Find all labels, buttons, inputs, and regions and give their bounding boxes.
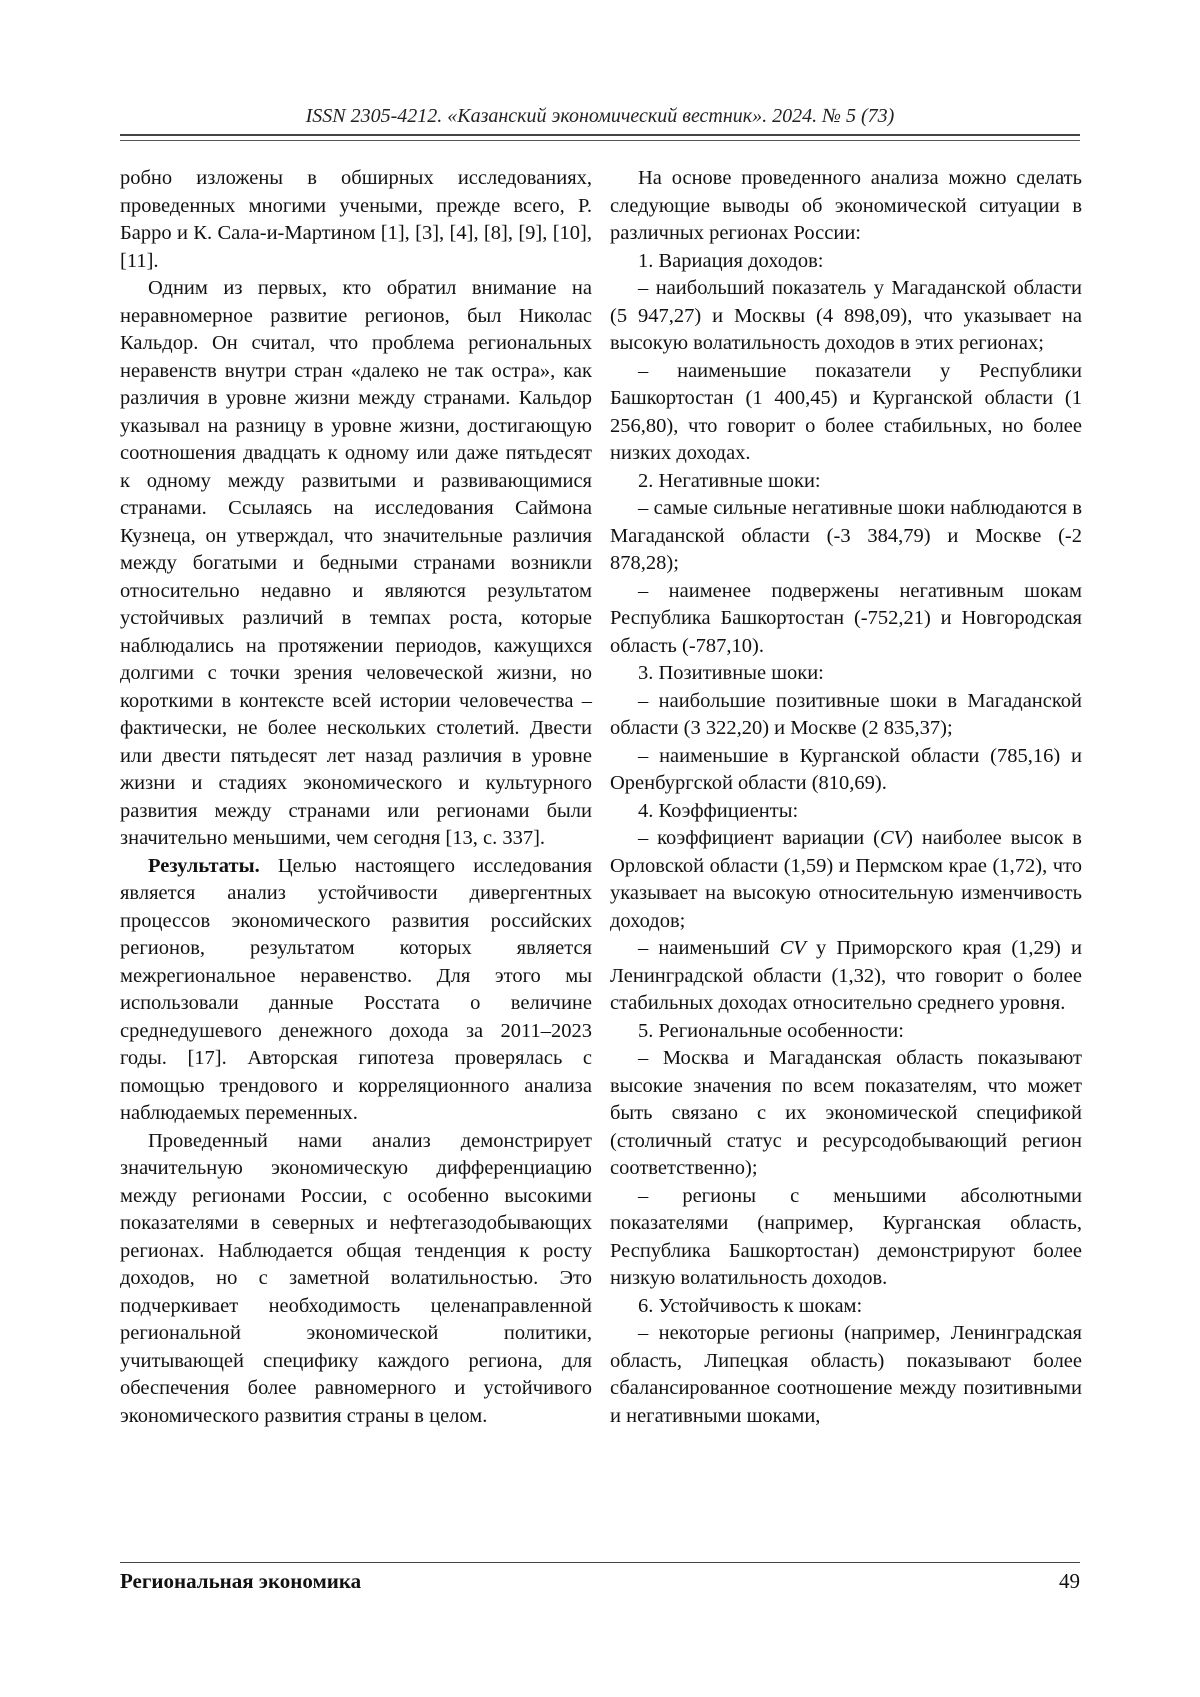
item-2-b: – наименее подвержены негативным шокам Республика Башкортостан (-752,21) и Новгородская область (-787,10).	[610, 579, 1082, 657]
item-4-a-part1: – коэффициент вариации (	[638, 827, 880, 849]
item-4-title: 4. Коэффициенты:	[638, 799, 799, 822]
paragraph-continued: робно изложены в обширных исследованиях, проведенных многими учеными, прежде всего, Р. Барро и К. Сала-и-Мартином [1], [3], [4], [8], [9], [10], [11].	[120, 167, 592, 272]
conclusions-intro: На основе проведенного анализа можно сделать следующие выводы об экономической ситуации в различных регионах России:	[610, 167, 1082, 244]
item-4-a	[610, 825, 1082, 935]
footer-section: Региональная экономика	[120, 1569, 362, 1593]
header-rule-thin	[120, 140, 1080, 141]
item-6-title: 6. Устойчивость к шокам:	[638, 1294, 863, 1317]
paragraph-kaldor: Одним из первых, кто обратил внимание на неравномерное развитие регионов, был Николас Кальдор. Он считал, что проблема региональных неравенств внутри стран «далеко не так остра», как различия в уровне жизни между странами. Кальдор указывал на разницу в уровне жизни, достигающую соотношения двадцать к одному или даже пятьдесят к одному между развитыми и развивающимися странами. Ссылаясь на исследования Саймона Кузнеца, он утверждал, что значительные различия между богатыми и бедными странами возникли относительно недавно и являются результатом устойчивых различий в темпах роста, которые наблюдались на протяжении периодов, кажущихся долгими с точки зрения человеческой жизни, но короткими в контексте всей истории человечества – фактически, не более нескольких столетий. Двести или двести пятьдесят лет назад различия в уровне жизни и стадиях экономического и культурного развития между странами или регионами были значительно меньшими, чем сегодня [13, с. 337].	[120, 277, 592, 849]
journal-header: ISSN 2305-4212. «Казанский экономический вестник». 2024. № 5 (73)	[305, 105, 895, 127]
item-4-b	[610, 935, 1082, 1018]
paragraph-results	[120, 853, 592, 1128]
item-4-b-part1: – наименьший	[638, 937, 780, 959]
results-text: Целью настоящего исследования является анализ устойчивости дивергентных процессов экономического развития российских регионов, результатом которых является межрегиональное неравенство. Для этого мы использовали данные Росстата о величине среднедушевого денежного дохода за 2011–2023 годы. [17]. Авторская гипотеза проверялась с помощью трендового и корреляционного анализа наблюдаемых переменных.	[120, 854, 592, 1124]
item-2-a: – самые сильные негативные шоки наблюдаются в Магаданской области (-3 384,79) и Москве (-2 878,28);	[610, 497, 1082, 574]
results-heading: Результаты.	[148, 854, 260, 877]
item-1-title: 1. Вариация доходов:	[638, 249, 824, 272]
item-5-b: – регионы с меньшими абсолютными показателями (например, Курганская область, Республика Башкортостан) демонстрируют более низкую волатильность доходов.	[610, 1184, 1082, 1289]
item-3-a: – наибольшие позитивные шоки в Магаданской области (3 322,20) и Москве (2 835,37);	[610, 689, 1082, 739]
item-5-a: – Москва и Магаданская область показывают высокие значения по всем показателям, что может быть связано с их экономической спецификой (столичный статус и ресурсодобывающий регион соответственно);	[610, 1047, 1082, 1179]
item-1-b: – наименьшие показатели у Республики Башкортостан (1 400,45) и Курганской области (1 256,80), что говорит о более стабильных, но более низких доходах.	[610, 359, 1082, 464]
item-6-a: – некоторые регионы (например, Ленинградская область, Липецкая область) показывают более сбалансированное соотношение между позитивными и негативными шоками,	[610, 1322, 1082, 1427]
page-number: 49	[1059, 1569, 1080, 1593]
item-2-title: 2. Негативные шоки:	[638, 469, 821, 492]
item-4-b-part2: у Приморского края (1,29) и Ленинградской области (1,32), что говорит о более стабильных доходах относительно среднего уровня.	[610, 937, 1082, 1014]
item-5-title: 5. Региональные особенности:	[638, 1019, 904, 1042]
header-rule-thick	[120, 134, 1080, 136]
cv-term: CV	[879, 827, 907, 849]
item-3-b: – наименьшие в Курганской области (785,16) и Оренбургской области (810,69).	[610, 744, 1082, 794]
paragraph-analysis: Проведенный нами анализ демонстрирует значительную экономическую дифференциацию между регионами России, с особенно высокими показателями в северных и нефтегазодобывающих регионах. Наблюдается общая тенденция к росту доходов, но с заметной волатильностью. Это подчеркивает необходимость целенаправленной региональной экономической политики, учитывающей специфику каждого региона, для обеспечения более равномерного и устойчивого экономического развития страны в целом.	[120, 1129, 592, 1427]
cv-term: CV	[779, 937, 806, 959]
right-column	[610, 165, 1082, 1430]
footer-rule	[120, 1562, 1080, 1563]
item-1-a: – наибольший показатель у Магаданской области (5 947,27) и Москвы (4 898,09), что указывает на высокую волатильность доходов в этих регионах;	[610, 277, 1082, 354]
item-4-a-part2: ) наиболее высок в Орловской области (1,59) и Пермском крае (1,72), что указывает на высокую относительную изменчивость доходов;	[610, 827, 1082, 932]
left-column	[120, 165, 592, 1430]
item-3-title: 3. Позитивные шоки:	[638, 662, 824, 684]
